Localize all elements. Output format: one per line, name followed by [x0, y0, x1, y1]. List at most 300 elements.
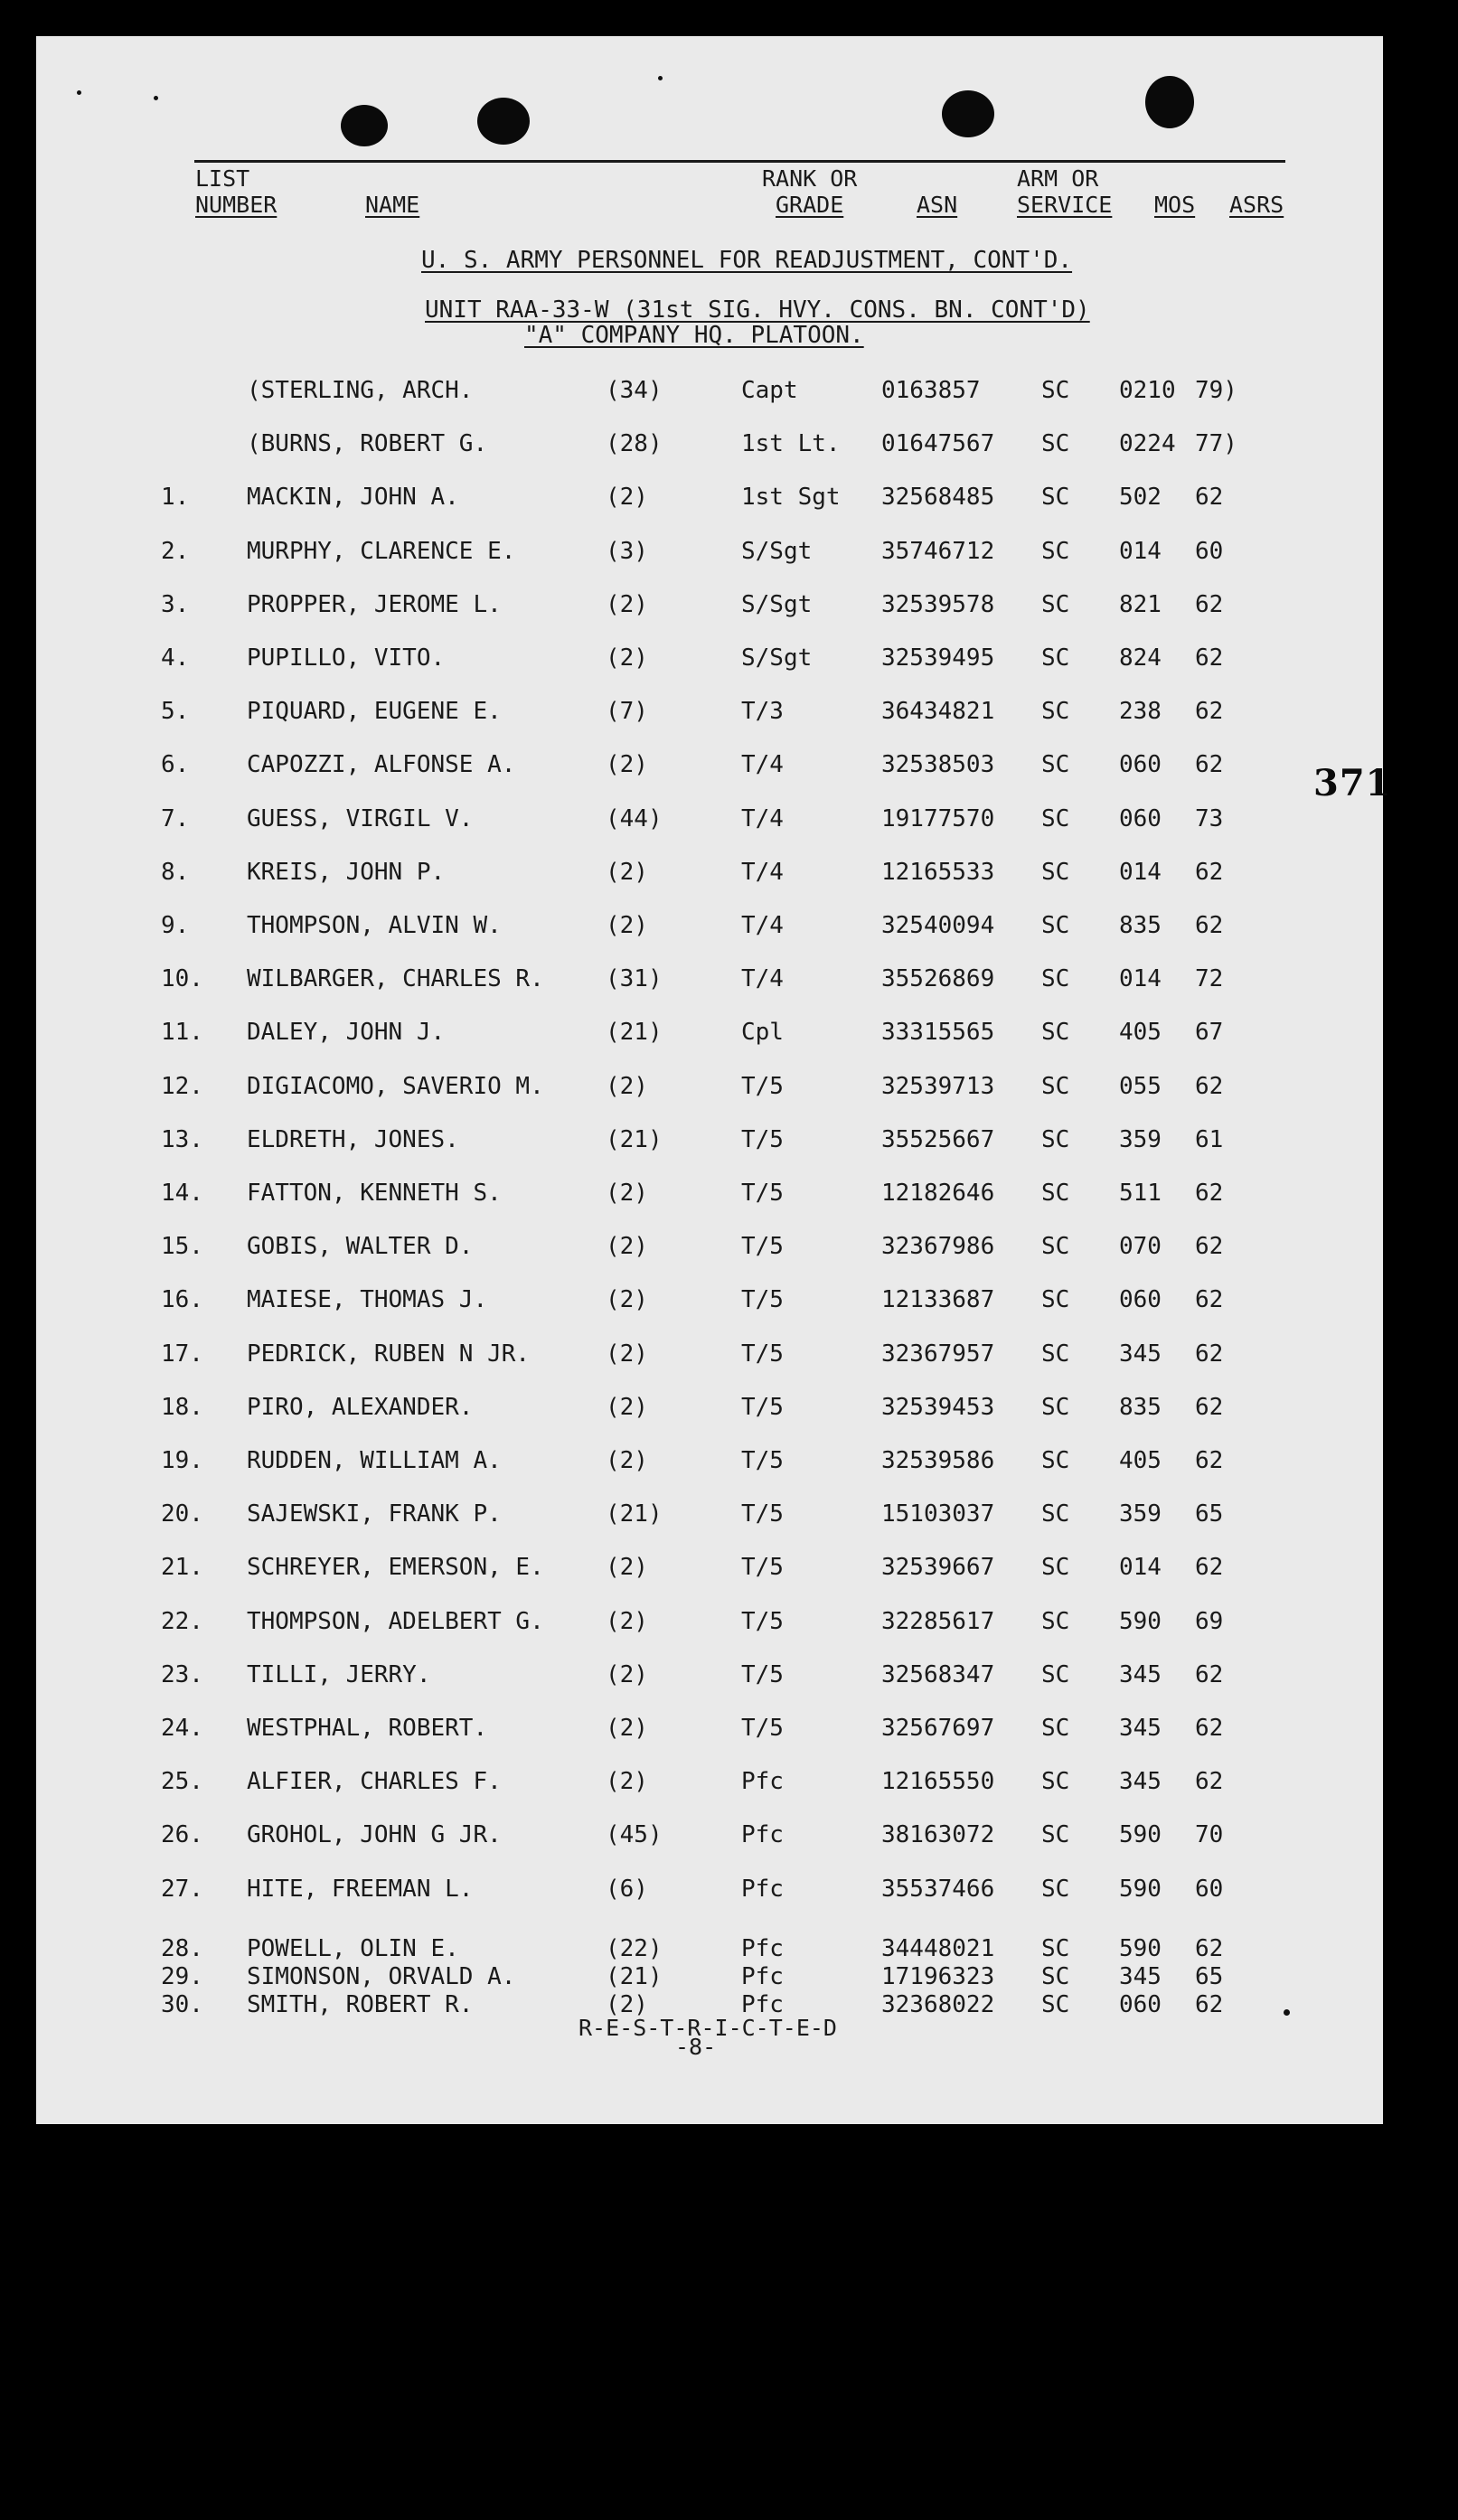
- arm-service: SC: [1041, 1963, 1070, 1990]
- table-row: [36, 1180, 1383, 1207]
- asn: 32568347: [881, 1661, 995, 1688]
- rank-grade: T/5: [741, 1500, 784, 1528]
- asrs: 60: [1195, 1876, 1224, 1903]
- asrs: 62: [1195, 644, 1224, 672]
- points: (34): [606, 377, 663, 404]
- page-number: -8-: [675, 2034, 717, 2060]
- table-row: [36, 1447, 1383, 1474]
- asn: 12165550: [881, 1768, 995, 1795]
- person-name: SCHREYER, EMERSON, E.: [247, 1554, 544, 1581]
- asrs: 65: [1195, 1963, 1224, 1990]
- header-asrs: ASRS: [1229, 192, 1284, 218]
- arm-service: SC: [1041, 644, 1070, 672]
- list-number: 7.: [161, 805, 190, 832]
- arm-service: SC: [1041, 1447, 1070, 1474]
- mos: 502: [1119, 484, 1162, 511]
- table-row: [36, 912, 1383, 939]
- rank-grade: T/3: [741, 698, 784, 725]
- points: (22): [606, 1935, 663, 1962]
- arm-service: SC: [1041, 1019, 1070, 1046]
- arm-service: SC: [1041, 1126, 1070, 1153]
- person-name: DIGIACOMO, SAVERIO M.: [247, 1073, 544, 1100]
- points: (2): [606, 1447, 648, 1474]
- arm-service: SC: [1041, 1661, 1070, 1688]
- asrs: 62: [1195, 698, 1224, 725]
- mos: 345: [1119, 1661, 1162, 1688]
- page-stamp-number: 371: [1313, 762, 1392, 804]
- person-name: PIQUARD, EUGENE E.: [247, 698, 502, 725]
- asrs: 62: [1195, 1394, 1224, 1421]
- table-row: [36, 377, 1383, 404]
- header-arm-line1: ARM OR: [1017, 165, 1099, 192]
- table-row: [36, 1233, 1383, 1260]
- person-name: MURPHY, CLARENCE E.: [247, 538, 516, 565]
- asrs: 62: [1195, 1286, 1224, 1313]
- list-number: 1.: [161, 484, 190, 511]
- asrs: 62: [1195, 1661, 1224, 1688]
- asn: 32368022: [881, 1991, 995, 2018]
- asrs: 62: [1195, 1768, 1224, 1795]
- arm-service: SC: [1041, 1608, 1070, 1635]
- points: (45): [606, 1821, 663, 1848]
- asn: 19177570: [881, 805, 995, 832]
- table-row: [36, 1554, 1383, 1581]
- rank-grade: T/4: [741, 912, 784, 939]
- list-number: 10.: [161, 965, 203, 992]
- table-row: [36, 591, 1383, 618]
- list-number: 30.: [161, 1991, 203, 2018]
- arm-service: SC: [1041, 859, 1070, 886]
- asrs: 62: [1195, 912, 1224, 939]
- asrs: 60: [1195, 538, 1224, 565]
- asrs: 62: [1195, 1180, 1224, 1207]
- rank-grade: T/4: [741, 859, 784, 886]
- mos: 014: [1119, 538, 1162, 565]
- rank-grade: S/Sgt: [741, 538, 813, 565]
- person-name: MACKIN, JOHN A.: [247, 484, 459, 511]
- table-row: [36, 1073, 1383, 1100]
- arm-service: SC: [1041, 1233, 1070, 1260]
- person-name: SAJEWSKI, FRANK P.: [247, 1500, 502, 1528]
- points: (21): [606, 1963, 663, 1990]
- person-name: PROPPER, JEROME L.: [247, 591, 502, 618]
- asrs: 62: [1195, 591, 1224, 618]
- list-number: 16.: [161, 1286, 203, 1313]
- points: (2): [606, 859, 648, 886]
- rank-grade: T/5: [741, 1715, 784, 1742]
- header-rank-line2: GRADE: [776, 192, 844, 218]
- restricted-marking: R-E-S-T-R-I-C-T-E-D: [578, 2015, 837, 2041]
- arm-service: SC: [1041, 1768, 1070, 1795]
- arm-service: SC: [1041, 912, 1070, 939]
- rank-grade: T/5: [741, 1554, 784, 1581]
- person-name: GUESS, VIRGIL V.: [247, 805, 474, 832]
- mos: 511: [1119, 1180, 1162, 1207]
- person-name: (BURNS, ROBERT G.: [247, 430, 488, 457]
- mos: 060: [1119, 751, 1162, 778]
- person-name: ALFIER, CHARLES F.: [247, 1768, 502, 1795]
- asrs: 79): [1195, 377, 1237, 404]
- asn: 12133687: [881, 1286, 995, 1313]
- table-row: [36, 1340, 1383, 1368]
- asrs: 72: [1195, 965, 1224, 992]
- points: (2): [606, 1340, 648, 1368]
- asn: 32367986: [881, 1233, 995, 1260]
- list-number: 25.: [161, 1768, 203, 1795]
- table-row: [36, 538, 1383, 565]
- list-number: 8.: [161, 859, 190, 886]
- mos: 060: [1119, 1286, 1162, 1313]
- points: (21): [606, 1019, 663, 1046]
- document-page: [36, 36, 1392, 2124]
- list-number: 6.: [161, 751, 190, 778]
- asn: 32540094: [881, 912, 995, 939]
- points: (2): [606, 1394, 648, 1421]
- list-number: 22.: [161, 1608, 203, 1635]
- list-number: 18.: [161, 1394, 203, 1421]
- list-number: 11.: [161, 1019, 203, 1046]
- asrs: 61: [1195, 1126, 1224, 1153]
- rank-grade: Pfc: [741, 1876, 784, 1903]
- mos: 824: [1119, 644, 1162, 672]
- mos: 359: [1119, 1126, 1162, 1153]
- asrs: 62: [1195, 1554, 1224, 1581]
- asrs: 73: [1195, 805, 1224, 832]
- asn: 12182646: [881, 1180, 995, 1207]
- asn: 35537466: [881, 1876, 995, 1903]
- asn: 36434821: [881, 698, 995, 725]
- mos: 0224: [1119, 430, 1176, 457]
- mos: 345: [1119, 1715, 1162, 1742]
- list-number: 17.: [161, 1340, 203, 1368]
- mos: 835: [1119, 1394, 1162, 1421]
- rank-grade: Pfc: [741, 1821, 784, 1848]
- points: (2): [606, 1073, 648, 1100]
- table-row: [36, 1394, 1383, 1421]
- rank-grade: T/5: [741, 1447, 784, 1474]
- points: (2): [606, 1233, 648, 1260]
- list-number: 13.: [161, 1126, 203, 1153]
- arm-service: SC: [1041, 1876, 1070, 1903]
- list-number: 12.: [161, 1073, 203, 1100]
- header-list-number-line2: NUMBER: [195, 192, 277, 218]
- points: (2): [606, 644, 648, 672]
- person-name: SMITH, ROBERT R.: [247, 1991, 474, 2018]
- points: (2): [606, 1608, 648, 1635]
- rank-grade: T/4: [741, 751, 784, 778]
- rank-grade: T/5: [741, 1608, 784, 1635]
- person-name: CAPOZZI, ALFONSE A.: [247, 751, 516, 778]
- asn: 35525667: [881, 1126, 995, 1153]
- person-name: RUDDEN, WILLIAM A.: [247, 1447, 502, 1474]
- asn: 12165533: [881, 859, 995, 886]
- rank-grade: Pfc: [741, 1963, 784, 1990]
- rank-grade: T/5: [741, 1394, 784, 1421]
- mos: 590: [1119, 1608, 1162, 1635]
- asn: 33315565: [881, 1019, 995, 1046]
- table-row: [36, 1876, 1383, 1903]
- header-asn: ASN: [917, 192, 958, 218]
- person-name: KREIS, JOHN P.: [247, 859, 446, 886]
- arm-service: SC: [1041, 1715, 1070, 1742]
- arm-service: SC: [1041, 1935, 1070, 1962]
- asrs: 65: [1195, 1500, 1224, 1528]
- points: (21): [606, 1500, 663, 1528]
- asrs: 62: [1195, 1715, 1224, 1742]
- table-row: [36, 644, 1383, 672]
- list-number: 27.: [161, 1876, 203, 1903]
- arm-service: SC: [1041, 538, 1070, 565]
- table-row: [36, 1935, 1383, 1962]
- rank-grade: Capt: [741, 377, 798, 404]
- list-number: 21.: [161, 1554, 203, 1581]
- arm-service: SC: [1041, 965, 1070, 992]
- asrs: 62: [1195, 1447, 1224, 1474]
- list-number: 20.: [161, 1500, 203, 1528]
- person-name: THOMPSON, ADELBERT G.: [247, 1608, 544, 1635]
- arm-service: SC: [1041, 1500, 1070, 1528]
- asn: 35746712: [881, 538, 995, 565]
- mos: 359: [1119, 1500, 1162, 1528]
- person-name: MAIESE, THOMAS J.: [247, 1286, 488, 1313]
- person-name: WILBARGER, CHARLES R.: [247, 965, 544, 992]
- mos: 590: [1119, 1821, 1162, 1848]
- asn: 32539713: [881, 1073, 995, 1100]
- rank-grade: T/5: [741, 1073, 784, 1100]
- asn: 32539586: [881, 1447, 995, 1474]
- points: (28): [606, 430, 663, 457]
- person-name: HITE, FREEMAN L.: [247, 1876, 474, 1903]
- table-row: [36, 1286, 1383, 1313]
- arm-service: SC: [1041, 1180, 1070, 1207]
- document-title: U. S. ARMY PERSONNEL FOR READJUSTMENT, CONT'D.: [421, 247, 1073, 274]
- person-name: PUPILLO, VITO.: [247, 644, 446, 672]
- person-name: WESTPHAL, ROBERT.: [247, 1715, 488, 1742]
- personnel-list: [36, 36, 1383, 2124]
- points: (2): [606, 1991, 648, 2018]
- asn: 01647567: [881, 430, 995, 457]
- table-row: [36, 1715, 1383, 1742]
- arm-service: SC: [1041, 1394, 1070, 1421]
- mos: 590: [1119, 1935, 1162, 1962]
- mos: 345: [1119, 1768, 1162, 1795]
- list-number: 3.: [161, 591, 190, 618]
- asrs: 69: [1195, 1608, 1224, 1635]
- asrs: 62: [1195, 859, 1224, 886]
- rank-grade: T/5: [741, 1126, 784, 1153]
- arm-service: SC: [1041, 1821, 1070, 1848]
- points: (2): [606, 591, 648, 618]
- asn: 32568485: [881, 484, 995, 511]
- asrs: 62: [1195, 1935, 1224, 1962]
- header-mos: MOS: [1154, 192, 1196, 218]
- arm-service: SC: [1041, 1286, 1070, 1313]
- mos: 405: [1119, 1447, 1162, 1474]
- mos: 345: [1119, 1340, 1162, 1368]
- asn: 17196323: [881, 1963, 995, 1990]
- header-list-number-line1: LIST: [195, 165, 250, 192]
- table-row: [36, 805, 1383, 832]
- rank-grade: T/4: [741, 805, 784, 832]
- arm-service: SC: [1041, 698, 1070, 725]
- points: (21): [606, 1126, 663, 1153]
- header-name: NAME: [365, 192, 420, 218]
- asn: 34448021: [881, 1935, 995, 1962]
- asrs: 67: [1195, 1019, 1224, 1046]
- table-row: [36, 1821, 1383, 1848]
- points: (44): [606, 805, 663, 832]
- points: (31): [606, 965, 663, 992]
- mos: 345: [1119, 1963, 1162, 1990]
- asn: 38163072: [881, 1821, 995, 1848]
- arm-service: SC: [1041, 1554, 1070, 1581]
- table-row: [36, 1963, 1383, 1990]
- header-arm-line2: SERVICE: [1017, 192, 1113, 218]
- points: (7): [606, 698, 648, 725]
- table-row: [36, 1019, 1383, 1046]
- points: (2): [606, 1180, 648, 1207]
- points: (2): [606, 1768, 648, 1795]
- table-row: [36, 1608, 1383, 1635]
- table-row: [36, 965, 1383, 992]
- person-name: SIMONSON, ORVALD A.: [247, 1963, 516, 1990]
- points: (2): [606, 751, 648, 778]
- rank-grade: S/Sgt: [741, 591, 813, 618]
- person-name: ELDRETH, JONES.: [247, 1126, 459, 1153]
- list-number: 23.: [161, 1661, 203, 1688]
- rank-grade: T/5: [741, 1661, 784, 1688]
- person-name: (STERLING, ARCH.: [247, 377, 474, 404]
- list-number: 5.: [161, 698, 190, 725]
- asn: 32367957: [881, 1340, 995, 1368]
- asrs: 62: [1195, 1340, 1224, 1368]
- asn: 32567697: [881, 1715, 995, 1742]
- asrs: 62: [1195, 751, 1224, 778]
- arm-service: SC: [1041, 591, 1070, 618]
- asrs: 62: [1195, 1233, 1224, 1260]
- mos: 835: [1119, 912, 1162, 939]
- list-number: 28.: [161, 1935, 203, 1962]
- person-name: GROHOL, JOHN G JR.: [247, 1821, 502, 1848]
- arm-service: SC: [1041, 805, 1070, 832]
- mos: 590: [1119, 1876, 1162, 1903]
- asrs: 62: [1195, 484, 1224, 511]
- mos: 014: [1119, 1554, 1162, 1581]
- mos: 055: [1119, 1073, 1162, 1100]
- mos: 070: [1119, 1233, 1162, 1260]
- rank-grade: Pfc: [741, 1935, 784, 1962]
- list-number: 19.: [161, 1447, 203, 1474]
- arm-service: SC: [1041, 377, 1070, 404]
- person-name: POWELL, OLIN E.: [247, 1935, 459, 1962]
- person-name: TILLI, JERRY.: [247, 1661, 431, 1688]
- asrs: 77): [1195, 430, 1237, 457]
- list-number: 4.: [161, 644, 190, 672]
- asn: 32285617: [881, 1608, 995, 1635]
- arm-service: SC: [1041, 1340, 1070, 1368]
- rank-grade: 1st Lt.: [741, 430, 841, 457]
- table-row: [36, 484, 1383, 511]
- mos: 238: [1119, 698, 1162, 725]
- asrs: 62: [1195, 1073, 1224, 1100]
- points: (2): [606, 1286, 648, 1313]
- asrs: 70: [1195, 1821, 1224, 1848]
- table-row: [36, 751, 1383, 778]
- rank-grade: Pfc: [741, 1768, 784, 1795]
- asn: 32539453: [881, 1394, 995, 1421]
- list-number: 2.: [161, 538, 190, 565]
- asn: 32539495: [881, 644, 995, 672]
- person-name: THOMPSON, ALVIN W.: [247, 912, 502, 939]
- table-row: [36, 1126, 1383, 1153]
- arm-service: SC: [1041, 1991, 1070, 2018]
- rank-grade: T/5: [741, 1233, 784, 1260]
- company-line: "A" COMPANY HQ. PLATOON.: [524, 322, 864, 349]
- mos: 060: [1119, 805, 1162, 832]
- list-number: 14.: [161, 1180, 203, 1207]
- arm-service: SC: [1041, 1073, 1070, 1100]
- list-number: 26.: [161, 1821, 203, 1848]
- table-row: [36, 430, 1383, 457]
- rank-grade: T/5: [741, 1286, 784, 1313]
- person-name: GOBIS, WALTER D.: [247, 1233, 474, 1260]
- mos: 821: [1119, 591, 1162, 618]
- asn: 32539578: [881, 591, 995, 618]
- list-number: 29.: [161, 1963, 203, 1990]
- points: (2): [606, 1715, 648, 1742]
- person-name: PEDRICK, RUBEN N JR.: [247, 1340, 531, 1368]
- points: (2): [606, 912, 648, 939]
- table-row: [36, 859, 1383, 886]
- points: (2): [606, 1554, 648, 1581]
- rank-grade: T/5: [741, 1340, 784, 1368]
- rank-grade: T/4: [741, 965, 784, 992]
- asn: 0163857: [881, 377, 981, 404]
- table-row: [36, 698, 1383, 725]
- unit-line: UNIT RAA-33-W (31st SIG. HVY. CONS. BN. CONT'D): [425, 296, 1090, 324]
- table-row: [36, 1768, 1383, 1795]
- list-number: 24.: [161, 1715, 203, 1742]
- table-row: [36, 1661, 1383, 1688]
- arm-service: SC: [1041, 751, 1070, 778]
- rank-grade: Cpl: [741, 1019, 784, 1046]
- asn: 15103037: [881, 1500, 995, 1528]
- rank-grade: Pfc: [741, 1991, 784, 2018]
- rank-grade: T/5: [741, 1180, 784, 1207]
- mos: 014: [1119, 859, 1162, 886]
- list-number: 9.: [161, 912, 190, 939]
- asrs: 62: [1195, 1991, 1224, 2018]
- points: (2): [606, 1661, 648, 1688]
- table-row: [36, 1500, 1383, 1528]
- asn: 32539667: [881, 1554, 995, 1581]
- asn: 35526869: [881, 965, 995, 992]
- points: (3): [606, 538, 648, 565]
- person-name: PIRO, ALEXANDER.: [247, 1394, 474, 1421]
- rank-grade: 1st Sgt: [741, 484, 841, 511]
- header-rank-line1: RANK OR: [762, 165, 858, 192]
- mos: 405: [1119, 1019, 1162, 1046]
- mos: 014: [1119, 965, 1162, 992]
- asn: 32538503: [881, 751, 995, 778]
- person-name: DALEY, JOHN J.: [247, 1019, 446, 1046]
- arm-service: SC: [1041, 430, 1070, 457]
- mos: 0210: [1119, 377, 1176, 404]
- rank-grade: S/Sgt: [741, 644, 813, 672]
- points: (6): [606, 1876, 648, 1903]
- person-name: FATTON, KENNETH S.: [247, 1180, 502, 1207]
- list-number: 15.: [161, 1233, 203, 1260]
